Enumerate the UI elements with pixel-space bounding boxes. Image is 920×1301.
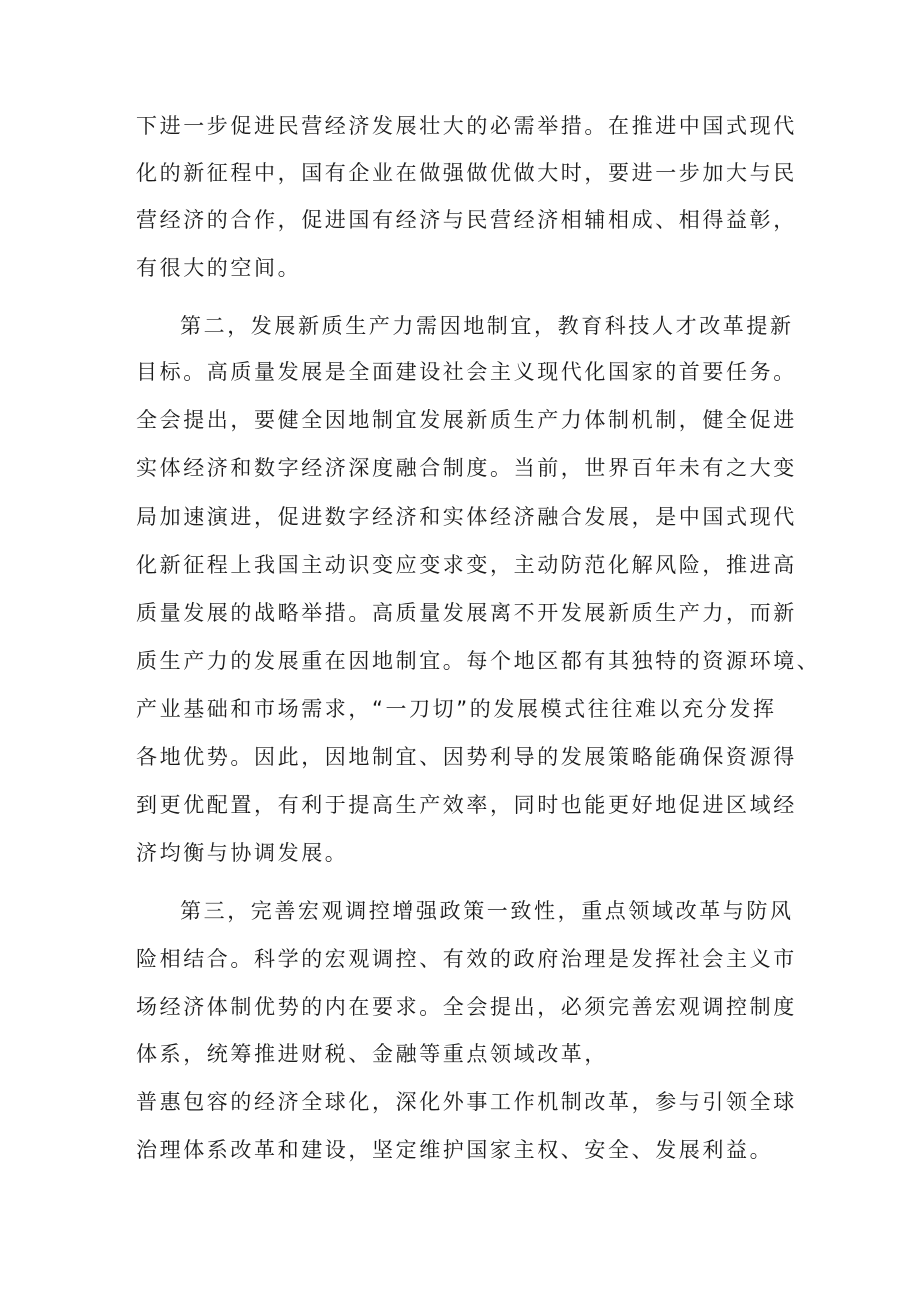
text-line: 第三，完善宏观调控增强政策一致性，重点领域改革与防风 bbox=[180, 899, 794, 923]
text-line: 各地优势。因此，因地制宜、因势利导的发展策略能确保资源得 bbox=[136, 745, 797, 769]
text-line: 质量发展的战略举措。高质量发展离不开发展新质生产力，而新 bbox=[136, 601, 797, 625]
text-line: 有很大的空间。 bbox=[136, 256, 302, 280]
text-line: 场经济体制优势的内在要求。全会提出，必须完善宏观调控制度 bbox=[136, 995, 797, 1019]
text-line: 目标。高质量发展是全面建设社会主义现代化国家的首要任务。 bbox=[136, 360, 797, 384]
text-line: 济均衡与协调发展。 bbox=[136, 841, 349, 865]
text-line: 治理体系改革和建设，坚定维护国家主权、安全、发展利益。 bbox=[136, 1138, 774, 1162]
text-line: 到更优配置，有利于提高生产效率，同时也能更好地促进区域经 bbox=[136, 793, 797, 817]
text-line: 下进一步促进民营经济发展壮大的必需举措。在推进中国式现代 bbox=[136, 114, 797, 138]
text-line: 产业基础和市场需求，“一刀切”的发展模式往往难以充分发挥 bbox=[136, 697, 777, 721]
text-line: 普惠包容的经济全球化，深化外事工作机制改革，参与引领全球 bbox=[136, 1090, 797, 1114]
text-line: 险相结合。科学的宏观调控、有效的政府治理是发挥社会主义市 bbox=[136, 947, 797, 971]
text-line: 质生产力的发展重在因地制宜。每个地区都有其独特的资源环境、 bbox=[136, 649, 821, 673]
text-line: 体系，统筹推进财税、金融等重点领域改革， bbox=[136, 1042, 608, 1066]
text-line: 化的新征程中，国有企业在做强做优做大时，要进一步加大与民 bbox=[136, 161, 797, 185]
text-line: 营经济的合作，促进国有经济与民营经济相辅相成、相得益彰， bbox=[136, 208, 797, 232]
text-line: 化新征程上我国主动识变应变求变，主动防范化解风险，推进高 bbox=[136, 553, 797, 577]
text-line: 第二，发展新质生产力需因地制宜，教育科技人才改革提新 bbox=[180, 314, 794, 338]
text-line: 局加速演进，促进数字经济和实体经济融合发展，是中国式现代 bbox=[136, 505, 797, 529]
text-line: 全会提出，要健全因地制宜发展新质生产力体制机制，健全促进 bbox=[136, 408, 797, 432]
text-line: 实体经济和数字经济深度融合制度。当前，世界百年未有之大变 bbox=[136, 456, 797, 480]
